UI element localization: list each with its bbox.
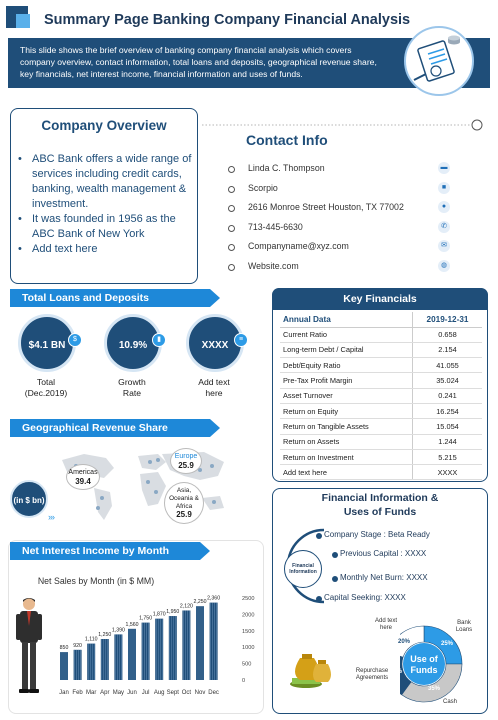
bar-value-label: 1,870 (152, 611, 166, 618)
americas-bubble (66, 464, 100, 490)
header-arrow (200, 542, 210, 560)
metric-value: 41.055 (412, 358, 482, 373)
loans-total-value: $4.1 BN (28, 340, 66, 351)
add-text-label: Add text here (374, 618, 397, 631)
bullet-dot (316, 533, 322, 539)
x-tick-label: Mar (86, 690, 97, 696)
geo-section-header (10, 419, 210, 437)
column-header: 2019-12-31 (412, 312, 482, 327)
metric-name: Return on Assets (280, 434, 412, 449)
folder-icon: ■ (438, 182, 450, 194)
currency-unit-badge (10, 480, 48, 518)
label-line: Rate (122, 388, 142, 398)
donut-center-line: Funds (410, 665, 438, 675)
metric-name: Add text here (280, 465, 412, 480)
bar-value-label: 2,120 (179, 603, 193, 610)
metric-name: Return on Equity (280, 403, 412, 418)
businessman-illustration (14, 596, 44, 698)
bar-value-label: 2,250 (193, 599, 207, 606)
bullet-dot (228, 166, 235, 173)
company-stage: Company Stage : Beta Ready (324, 530, 430, 539)
bullet-dot (228, 205, 235, 212)
bar-value-label: 1,950 (166, 609, 180, 616)
metric-name: Pre-Tax Profit Margin (280, 373, 412, 388)
table-row (280, 327, 482, 342)
repurchase-agreements-label: Repurchase Agreements (355, 668, 389, 681)
net-sales-bar-chart (10, 566, 264, 700)
company-overview-title: Company Overview (41, 118, 167, 133)
donut-center-line: Use of (410, 654, 438, 664)
nii-section-title: Net Interest Income by Month (22, 545, 170, 557)
x-tick-label: Sept (166, 690, 179, 696)
id-card-icon: ▬ (438, 162, 450, 174)
money-bags-icon (286, 644, 334, 692)
x-tick-label: Dec (208, 690, 219, 696)
label-line: here (205, 388, 223, 398)
badge-line: Information (289, 569, 317, 575)
metric-value: 0.241 (412, 388, 482, 403)
bank-loans-label: Bank Loans (455, 620, 473, 633)
bar-value-label: 850 (59, 645, 69, 652)
growth-rate-label (96, 377, 168, 399)
header-arrow (210, 289, 220, 307)
table-row (280, 449, 482, 464)
asia-label-line: Oceania & (169, 495, 199, 502)
metric-value: 2.154 (412, 342, 482, 357)
dotted-connector (198, 118, 490, 132)
label-line: Add text (198, 377, 230, 387)
contact-sign: Scorpio (248, 183, 278, 193)
x-tick-label: Jul (141, 690, 150, 696)
europe-value: 25.9 (178, 461, 194, 470)
bullet-dot (316, 596, 322, 602)
x-tick-label: May (112, 690, 125, 696)
bullet-dot (228, 244, 235, 251)
bullet-dot (228, 186, 235, 193)
europe-bubble (170, 448, 202, 474)
bullet-dot (332, 576, 338, 582)
contact-row (228, 201, 458, 217)
metric-value: 16.254 (412, 403, 482, 418)
asia-value: 25.9 (176, 510, 192, 519)
y-tick-label: 500 (242, 661, 252, 668)
bar-value-label: 1,390 (111, 627, 125, 634)
loans-section-header (10, 289, 210, 307)
metric-value: 5.215 (412, 449, 482, 464)
page-description: This slide shows the brief overview of banking company financial analysis which covers company overview, contact information, total loans and deposits, geographical revenue share, key financials, net interest income, financial information and uses of funds. (20, 45, 377, 79)
metric-name: Asset Turnover (280, 388, 412, 403)
header-arrow (210, 419, 220, 437)
loans-total-circle (18, 314, 76, 372)
bullet-dot (332, 552, 338, 558)
loans-total-label (10, 377, 82, 399)
bar-value-label: 1,250 (98, 632, 112, 638)
contact-address: 2616 Monroe Street Houston, TX 77002 (248, 202, 404, 212)
financial-information-badge (284, 550, 322, 588)
financial-information-title (272, 491, 488, 519)
metric-name: Return on Tangible Assets (280, 419, 412, 434)
chart-title: Net Sales by Month (in $ MM) (37, 576, 155, 586)
contact-email: Companyname@xyz.com (248, 241, 349, 251)
contact-phone: 713-445-6630 (248, 222, 303, 232)
table-row (280, 419, 482, 434)
segment-pct: 20% (398, 639, 411, 645)
table-row (280, 373, 482, 388)
bullet-dot (228, 225, 235, 232)
clipboard-coins-icon (406, 28, 472, 94)
growth-rate-value: 10.9% (118, 340, 148, 351)
placeholder-value: XXXX (201, 340, 229, 351)
label-line: Total (36, 377, 56, 387)
asia-bubble (164, 482, 204, 524)
key-financials-title: Key Financials (272, 288, 488, 310)
title-line: Financial Information & (321, 492, 439, 504)
capital-seeking: Capital Seeking: XXXX (324, 593, 406, 602)
contact-row (228, 240, 458, 256)
bar-value-label: 1,750 (139, 615, 153, 622)
contact-website: Website.com (248, 261, 299, 271)
column-header: Annual Data (280, 312, 412, 327)
x-tick-label: Apr (100, 690, 110, 696)
loans-section-title: Total Loans and Deposits (22, 292, 149, 304)
metric-value: XXXX (412, 465, 482, 480)
table-header-row (280, 312, 482, 327)
geo-section-title: Geographical Revenue Share (22, 422, 168, 434)
europe-label: Europe (174, 453, 198, 460)
x-tick-label: Nov (194, 690, 206, 696)
x-tick-label: Jun (127, 690, 137, 696)
bar-value-label: 920 (73, 642, 82, 649)
company-overview-list (18, 152, 194, 257)
americas-label: Americas (68, 469, 98, 476)
header-accent-square-light (16, 14, 30, 28)
x-tick-label: Aug (153, 690, 165, 696)
metric-value: 35.024 (412, 373, 482, 388)
key-financials-table (280, 312, 482, 480)
segment-pct: 35% (428, 686, 441, 692)
y-tick-label: 1000 (242, 645, 255, 652)
currency-unit: (in $ bn) (13, 496, 45, 505)
money-bag-icon: $ (68, 333, 82, 347)
chevron-right-icon: ››› (48, 512, 54, 522)
segment-pct: 25% (441, 641, 454, 647)
mail-icon: ✉ (438, 240, 450, 252)
segment-pct: 20% (390, 669, 403, 675)
document-icon: ≡ (234, 333, 248, 347)
asia-label-line: Africa (175, 503, 193, 510)
previous-capital: Previous Capital : XXXX (340, 549, 427, 558)
label-line: (Dec.2019) (24, 388, 68, 398)
analysis-illustration (404, 26, 474, 96)
nii-section-header (10, 542, 200, 560)
metric-value: 15.054 (412, 419, 482, 434)
placeholder-label (178, 377, 250, 399)
table-row (280, 434, 482, 449)
cash-label: Cash (442, 699, 457, 705)
x-tick-label: Feb (72, 690, 83, 696)
table-row (280, 388, 482, 403)
table-row (280, 342, 482, 357)
metric-name: Debt/Equity Ratio (280, 358, 412, 373)
metric-name: Long-term Debt / Capital (280, 342, 412, 357)
list-item: • It was founded in 1956 as the ABC Bank of New York (18, 212, 194, 242)
page-title: Summary Page Banking Company Financial Analysis (44, 12, 411, 28)
bullet-dot (228, 264, 235, 271)
bar-value-label: 1,110 (84, 636, 98, 643)
table-row (280, 403, 482, 418)
americas-value: 39.4 (75, 477, 91, 486)
table-row (280, 465, 482, 480)
x-tick-label: Oct (181, 690, 192, 696)
title-line: Uses of Funds (343, 506, 417, 518)
contact-name: Linda C. Thompson (248, 163, 325, 173)
phone-icon: ✆ (438, 221, 450, 233)
x-tick-label: Jan (59, 690, 69, 696)
globe-icon: ◍ (438, 260, 450, 272)
bar-value-label: 2,360 (207, 595, 221, 602)
metric-value: 0.658 (412, 327, 482, 342)
contact-row (228, 182, 458, 198)
y-tick-label: 0 (242, 678, 246, 684)
badge-line: Financial (292, 563, 314, 569)
metric-name: Return on Investment (280, 449, 412, 464)
list-item: • ABC Bank offers a wide range of services including credit cards, banking, wealth management & investment. (18, 152, 194, 212)
bar-chart-icon: ▮ (152, 333, 166, 347)
contact-info-title: Contact Info (246, 132, 328, 148)
contact-row (228, 162, 458, 178)
table-row (280, 358, 482, 373)
location-pin-icon: ● (438, 201, 450, 213)
contact-row (228, 260, 458, 276)
monthly-net-burn: Monthly Net Burn: XXXX (340, 573, 428, 582)
y-tick-label: 1500 (242, 628, 255, 635)
asia-label-line: Asia, (176, 487, 192, 494)
contact-row (228, 221, 458, 237)
label-line: Growth (118, 377, 146, 387)
donut-center-label (402, 654, 446, 676)
bar-value-label: 1,560 (125, 621, 139, 628)
y-tick-label: 2000 (242, 612, 255, 619)
y-tick-label: 2500 (242, 596, 255, 602)
metric-value: 1.244 (412, 434, 482, 449)
metric-name: Current Ratio (280, 327, 412, 342)
list-item: • Add text here (18, 242, 194, 257)
